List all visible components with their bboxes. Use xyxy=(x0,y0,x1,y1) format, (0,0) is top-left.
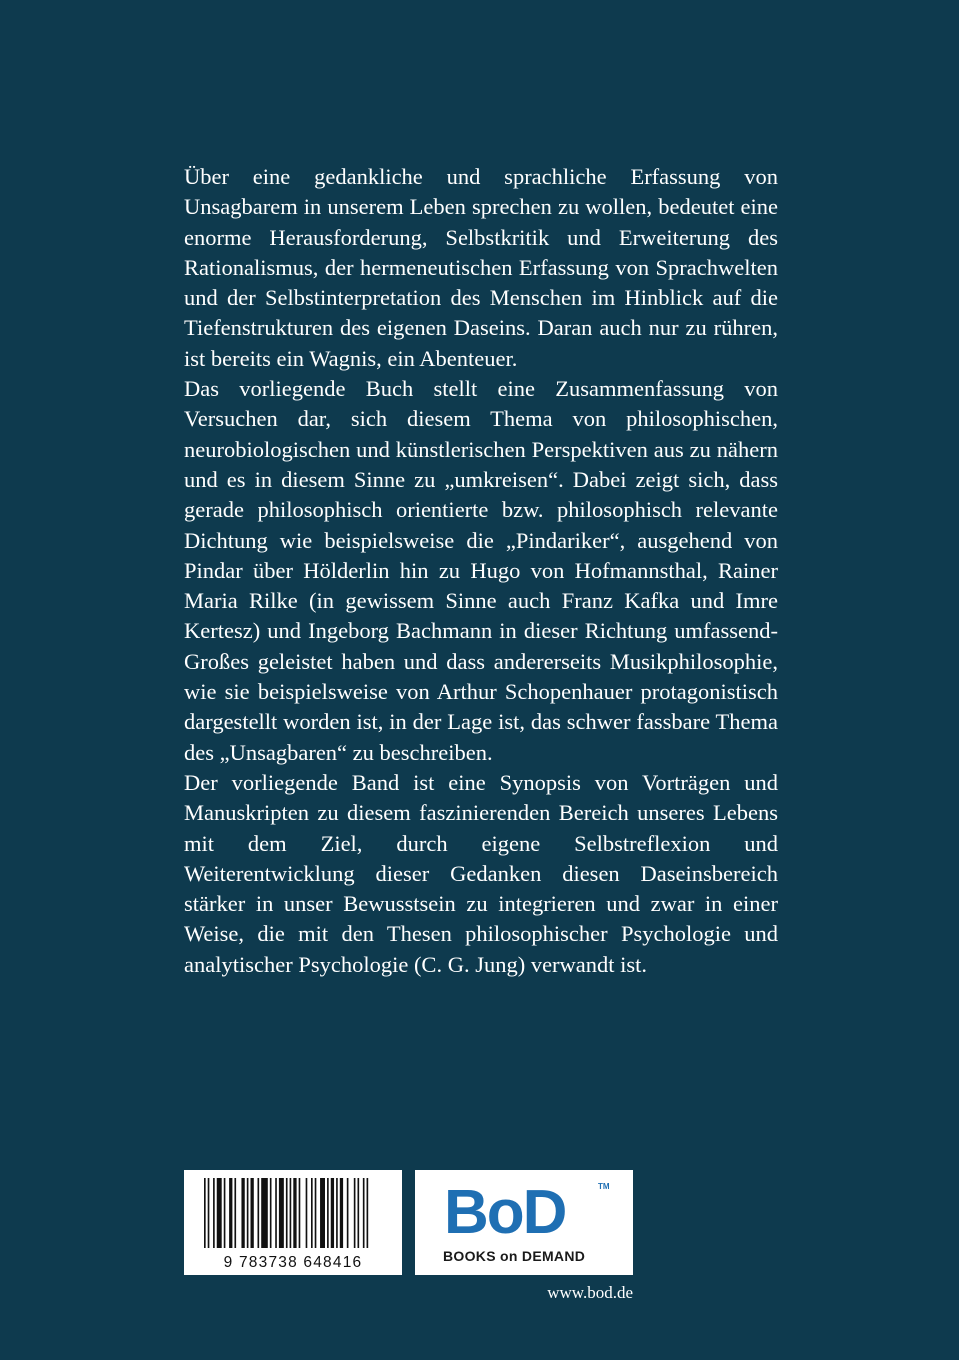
back-cover-blurb xyxy=(184,162,778,980)
barcode-bar xyxy=(358,1178,360,1248)
publisher-logo xyxy=(415,1170,633,1275)
barcode-bars xyxy=(202,1178,384,1248)
barcode-bar xyxy=(315,1178,317,1248)
barcode-bar xyxy=(290,1178,292,1248)
barcode-bar xyxy=(270,1178,272,1248)
publisher-tagline: BOOKS on DEMAND xyxy=(443,1248,586,1264)
blurb-paragraph-2: Das vorliegende Buch stellt eine Zusammenfassung von Versuchen dar, sich diesem Thema von philosophischen, neurobiologischen und künstlerischen Perspektiven aus zu nähern und es in diesem Sinne zu „umkreisen“. Dabei zeigt sich, dass gerade philosophisch orientierte bzw. philosophisch relevante Dichtung wie beispielsweise die „Pindariker“, ausgehend von Pindar über Hölderlin hin zu Hugo von Hofmannsthal, Rainer Maria Rilke (in gewissem Sinne auch Franz Kafka und Imre Kertesz) und Ingeborg Bachmann in dieser Richtung umfassend-Großes geleistet haben und dass andererseits Musikphilosophie, wie sie beispielsweise von Arthur Schopenhauer protagonistisch dargestellt worden ist, in der Lage ist, das schwer fassbare Thema des „Unsagbaren“ zu beschreiben. xyxy=(184,376,778,765)
barcode-bar xyxy=(224,1178,226,1248)
barcode-bar xyxy=(251,1178,254,1248)
barcode-bar xyxy=(286,1178,288,1248)
barcode-bar xyxy=(311,1178,313,1248)
barcode-bar xyxy=(213,1178,215,1248)
publisher-website: www.bod.de xyxy=(547,1283,633,1302)
barcode-bar xyxy=(208,1178,210,1248)
bod-logo-text: BoD xyxy=(444,1178,566,1247)
barcode-bar xyxy=(306,1178,308,1248)
barcode-bar xyxy=(204,1178,206,1248)
barcode-bar xyxy=(234,1178,236,1248)
isbn-digits: 9 783738 648416 xyxy=(223,1254,363,1271)
isbn-barcode xyxy=(184,1170,402,1275)
barcode-bar xyxy=(327,1178,329,1248)
barcode-bar xyxy=(354,1178,356,1248)
barcode-bar xyxy=(347,1178,349,1248)
barcode-bar xyxy=(217,1178,222,1248)
barcode-bar xyxy=(261,1178,268,1248)
barcode-bar xyxy=(331,1178,334,1248)
blurb-paragraph-1: Über eine gedankliche und sprachliche Erfassung von Unsagbarem in unserem Leben sprechen zu wollen, bedeutet eine enorme Herausforderung, Selbstkritik und Erweiterung des Rationalismus, der hermeneutischen Erfassung von Sprachwelten und der Selbstinterpretation des Menschen im Hinblick auf die Tiefenstrukturen des eigenen Daseins. Daran auch nur zu rühren, ist bereits ein Wagnis, ein Abenteuer. xyxy=(184,164,778,371)
barcode-bar xyxy=(275,1178,277,1248)
barcode-bar xyxy=(299,1178,301,1248)
barcode-bar xyxy=(340,1178,343,1248)
blurb-paragraph-3: Der vorliegende Band ist eine Synopsis von Vorträgen und Manuskripten zu diesem faszinierenden Bereich unseres Lebens mit dem Ziel, durch eigene Selbstreflexion und Weiterentwicklung dieser Gedanken diesen Daseinsbereich stärker in unser Bewusstsein zu integrieren und zwar in einer Weise, die mit den Thesen philosophischer Psychologie und analytischer Psychologie (C. G. Jung) verwandt ist. xyxy=(184,769,778,977)
barcode-bar xyxy=(320,1178,325,1248)
barcode-bar xyxy=(258,1178,260,1248)
barcode-bar xyxy=(336,1178,338,1248)
barcode-bar xyxy=(241,1178,244,1248)
barcode-bar xyxy=(293,1178,296,1248)
barcode-bar xyxy=(279,1178,284,1248)
barcode-bar xyxy=(363,1178,365,1248)
barcode-bar xyxy=(229,1178,232,1248)
barcode-bar xyxy=(247,1178,249,1248)
barcode-bar xyxy=(367,1178,369,1248)
bod-logo-mark xyxy=(444,1178,566,1247)
trademark-mark: TM xyxy=(598,1182,610,1191)
